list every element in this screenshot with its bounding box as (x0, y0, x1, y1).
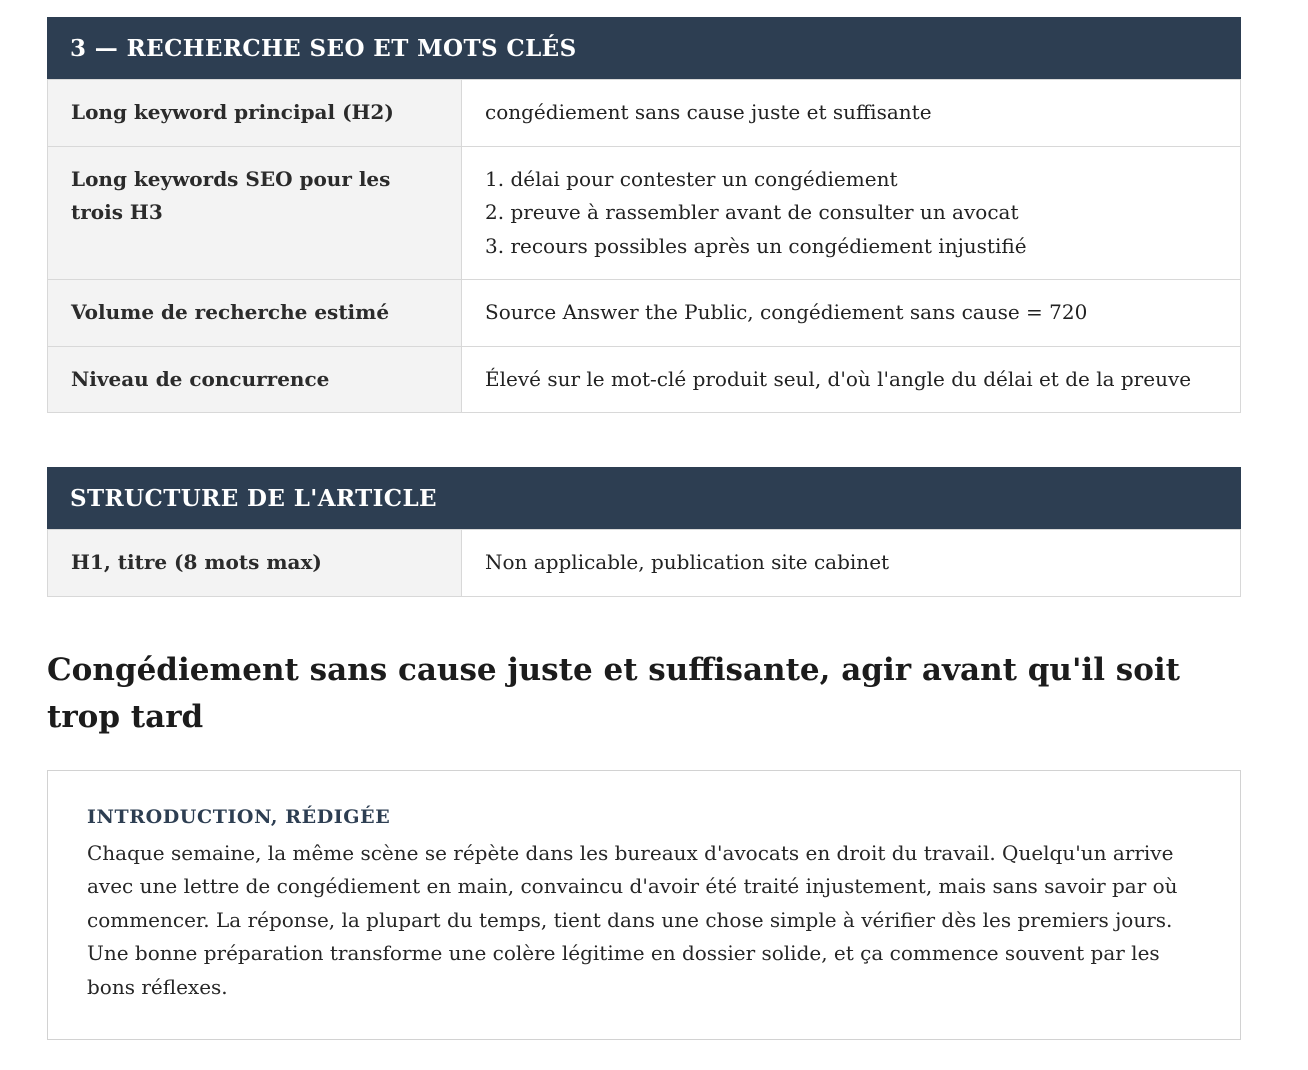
row-key: Volume de recherche estimé (48, 280, 462, 347)
row-value: Source Answer the Public, congédiement sans cause = 720 (462, 280, 1241, 347)
row-value: Élevé sur le mot-clé produit seul, d'où l'angle du délai et de la preuve (462, 346, 1241, 413)
table-row (48, 146, 1241, 280)
row-key: Niveau de concurrence (48, 346, 462, 413)
row-key: Long keyword principal (H2) (48, 80, 462, 147)
list-item: 3. recours possibles après un congédiement injustifié (485, 233, 1027, 258)
table-row (48, 346, 1241, 413)
row-value: congédiement sans cause juste et suffisante (462, 80, 1241, 147)
row-value: Non applicable, publication site cabinet (462, 530, 1241, 597)
table-row (48, 80, 1241, 147)
row-value-list (462, 146, 1241, 280)
structure-table (47, 529, 1241, 597)
structure-section-header: STRUCTURE DE L'ARTICLE (47, 467, 1241, 529)
seo-section-header: 3 — RECHERCHE SEO ET MOTS CLÉS (47, 17, 1241, 79)
row-key: H1, titre (8 mots max) (48, 530, 462, 597)
list-item: 1. délai pour contester un congédiement (485, 166, 898, 191)
section-spacer (47, 413, 1241, 467)
document-page (47, 0, 1241, 1040)
row-key: Long keywords SEO pour les trois H3 (48, 146, 462, 280)
table-row (48, 280, 1241, 347)
article-title: Congédiement sans cause juste et suffisante, agir avant qu'il soit trop tard (47, 651, 1180, 735)
table-row (48, 530, 1241, 597)
introduction-text: Chaque semaine, la même scène se répète dans les bureaux d'avocats en droit du travail. Quelqu'un arrive avec une lettre de congédiement en main, convaincu d'avoir été traité injustement, mais sans savoir par où commencer. La réponse, la plupart du temps, tient dans une chose simple à vérifier dès les premiers jours. Une bonne préparation transforme une colère légitime en dossier solide, et ça commence souvent par les bons réflexes. (87, 840, 1178, 999)
seo-table (47, 79, 1241, 413)
introduction-box (47, 770, 1241, 1041)
introduction-label: INTRODUCTION, RÉDIGÉE (87, 805, 391, 828)
list-item: 2. preuve à rassembler avant de consulter un avocat (485, 200, 1019, 224)
